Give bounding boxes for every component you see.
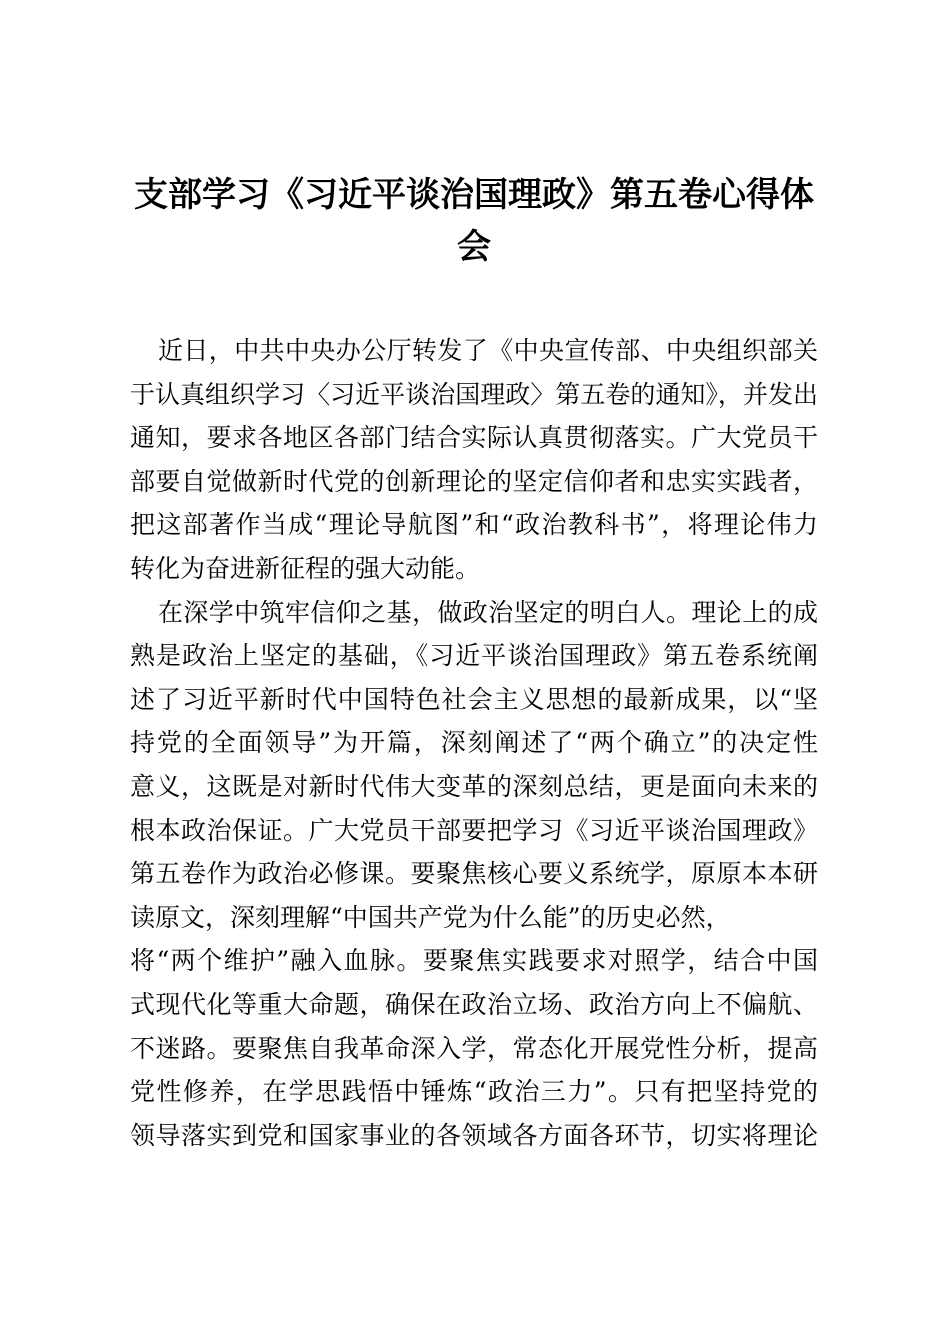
text-line: 熟是政治上坚定的基础，《习近平谈治国理政》第五卷系统阐 <box>130 641 818 671</box>
text-line: 领导落实到党和国家事业的各领域各方面各环节，切实将理论 <box>130 1120 818 1150</box>
text-line: 党性修养，在学思践悟中锤炼“政治三力”。只有把坚持党的 <box>130 1077 818 1107</box>
text-line: 持党的全面领导”为开篇，深刻阐述了“两个确立”的决定性 <box>130 728 818 758</box>
document-title-line-2: 会 <box>457 227 491 267</box>
text-line: 在深学中筑牢信仰之基，做政治坚定的明白人。理论上的成 <box>158 597 818 627</box>
paragraph-1 <box>130 329 818 591</box>
text-line: 通知，要求各地区各部门结合实际认真贯彻落实。广大党员干 <box>130 423 818 453</box>
document-title <box>130 169 818 273</box>
text-line: 意义，这既是对新时代伟大变革的深刻总结，更是面向未来的 <box>130 771 818 801</box>
text-line: 转化为奋进新征程的强大动能。 <box>130 553 481 583</box>
text-line: 把这部著作当成“理论导航图”和“政治教科书”，将理论伟力 <box>130 510 818 540</box>
text-line: 读原文，深刻理解“中国共产党为什么能”的历史必然， <box>130 902 731 932</box>
text-line: 于认真组织学习〈习近平谈治国理政〉第五卷的通知》，并发出 <box>130 379 818 409</box>
paragraph-2 <box>130 591 818 1158</box>
text-line: 不迷路。要聚焦自我革命深入学，常态化开展党性分析，提高 <box>130 1033 818 1063</box>
text-line: 部要自觉做新时代党的创新理论的坚定信仰者和忠实实践者， <box>130 466 818 496</box>
document-body <box>130 329 818 1157</box>
text-line: 第五卷作为政治必修课。要聚焦核心要义系统学，原原本本研 <box>130 859 818 889</box>
document-title-line-1: 支部学习《习近平谈治国理政》第五卷心得体 <box>134 175 814 215</box>
text-line: 近日，中共中央办公厅转发了《中央宣传部、中央组织部关 <box>158 336 818 365</box>
text-line: 述了习近平新时代中国特色社会主义思想的最新成果，以“坚 <box>130 684 818 714</box>
text-line: 根本政治保证。广大党员干部要把学习《习近平谈治国理政》 <box>130 815 818 845</box>
text-line: 式现代化等重大命题，确保在政治立场、政治方向上不偏航、 <box>130 989 818 1019</box>
text-line: 将“两个维护”融入血脉。要聚焦实践要求对照学，结合中国 <box>130 946 818 976</box>
